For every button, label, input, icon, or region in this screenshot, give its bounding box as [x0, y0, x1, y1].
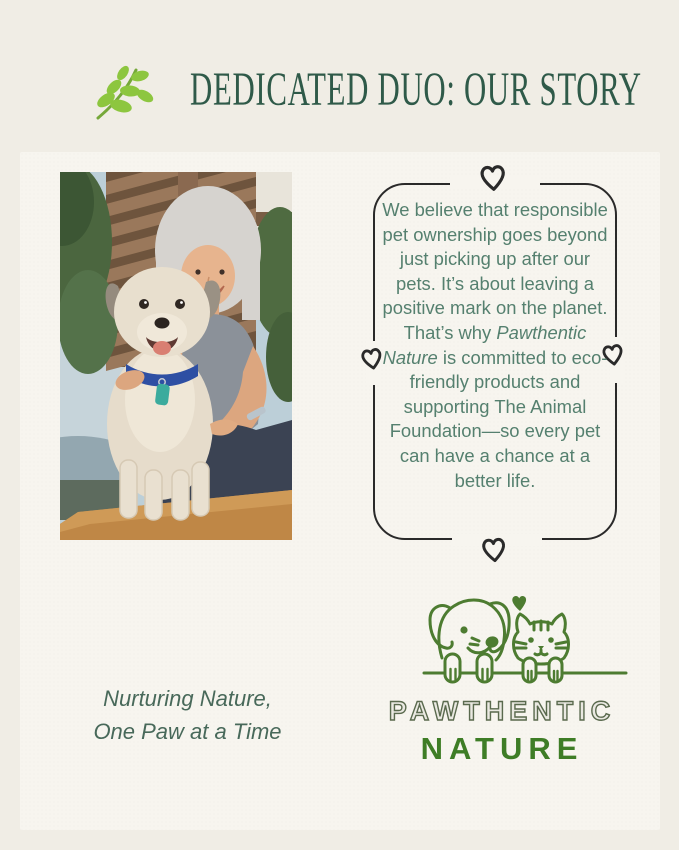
story-paragraph [380, 198, 610, 493]
logo-wordmark-pawthentic: PAWTHENTIC [388, 696, 616, 726]
tagline-line2: One Paw at a Time [93, 719, 282, 744]
tagline-line1: Nurturing Nature, [103, 686, 272, 711]
brand-name-italic: Pawthentic Nature [382, 321, 587, 368]
page-title: DEDICATED DUO: OUR STORY [190, 63, 642, 116]
owner-and-dog-photo [60, 172, 292, 540]
story-text-after: is committed to eco-friendly products and supporting The Animal Foundation—so every pet can have a chance at a better life. [389, 346, 608, 491]
photo-illustration [60, 172, 292, 540]
story-text-before: We believe that responsible pet ownership goes beyond just picking up after our pets. It’s about leaving a positive mark on the planet. That’s why [382, 199, 608, 343]
tagline [55, 682, 320, 748]
leaf-branch-icon [92, 60, 156, 122]
heart-top-icon [476, 161, 510, 195]
dog-cat-heart-icon [420, 592, 630, 684]
heart-bottom-icon [478, 534, 511, 567]
logo-wordmark-nature: NATURE [420, 731, 584, 766]
